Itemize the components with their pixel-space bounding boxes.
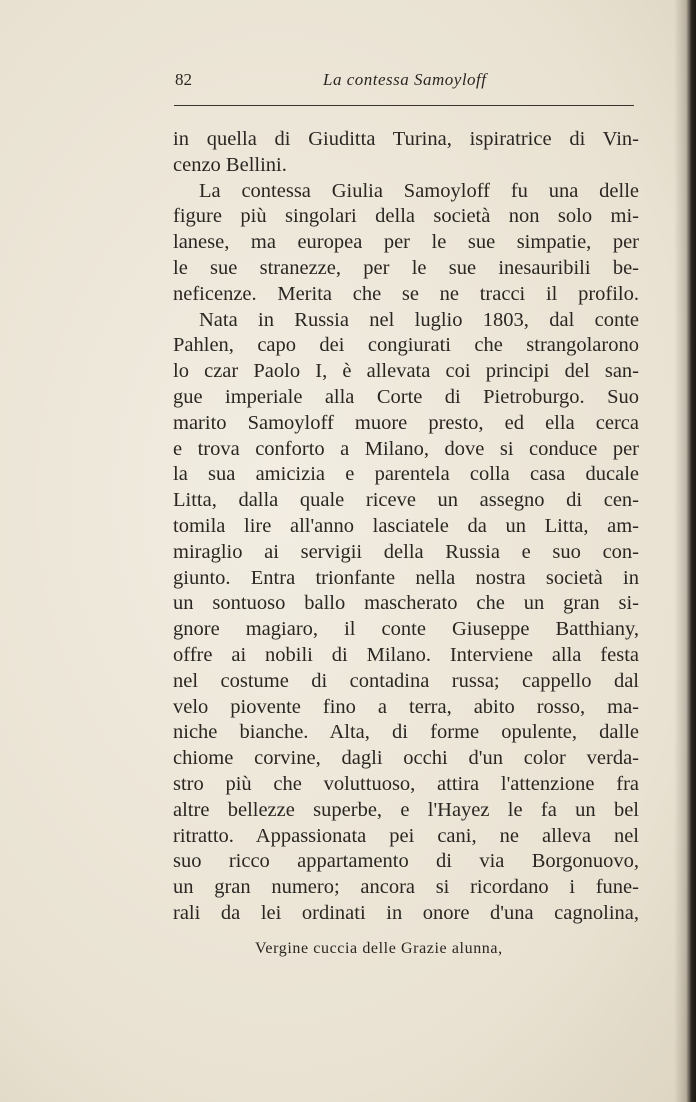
body-text	[173, 127, 639, 927]
text-line: rali da lei ordinati in onore d'una cagnolina,	[173, 901, 639, 924]
text-line: tomila lire all'anno lasciatele da un Litta, am-	[173, 514, 639, 537]
text-line: Litta, dalla quale riceve un assegno di cen-	[173, 489, 639, 512]
text-line: suo ricco appartamento di via Borgonuovo,	[173, 850, 639, 873]
text-line: e trova conforto a Milano, dove si conduce per	[173, 437, 639, 460]
text-line: altre bellezze superbe, e l'Hayez le fa un bel	[173, 798, 639, 821]
text-line: stro più che voluttuoso, attira l'attenzione fra	[173, 772, 639, 795]
text-line: Nata in Russia nel luglio 1803, dal conte	[199, 308, 639, 331]
text-line: in quella di Giuditta Turina, ispiratrice di Vin-	[173, 128, 639, 150]
text-line: marito Samoyloff muore presto, ed ella cerca	[173, 411, 639, 434]
text-line: gue imperiale alla Corte di Pietroburgo. Suo	[173, 385, 639, 408]
book-spine-shadow	[674, 0, 696, 1102]
text-line: gnore magiaro, il conte Giuseppe Batthiany,	[173, 618, 639, 641]
text-line: le sue stranezze, per le sue inesauribili be-	[173, 256, 639, 279]
page-number: 82	[175, 70, 192, 89]
text-line: offre ai nobili di Milano. Interviene alla festa	[173, 643, 639, 666]
text-line: la sua amicizia e parentela colla casa ducale	[173, 463, 639, 486]
text-line: miraglio ai servigii della Russia e suo con-	[173, 540, 639, 563]
text-line: figure più singolari della società non solo mi-	[173, 205, 639, 228]
text-line: neficenze. Merita che se ne tracci il profilo.	[173, 282, 639, 305]
text-line: nel costume di contadina russa; cappello dal	[173, 669, 639, 692]
header-rule	[174, 105, 634, 106]
text-line: un sontuoso ballo mascherato che un gran si-	[173, 592, 639, 615]
text-line: lanese, ma europea per le sue simpatie, per	[173, 231, 639, 254]
verse-quotation: Vergine cuccia delle Grazie alunna,	[255, 940, 503, 957]
text-line: lo czar Paolo I, è allevata coi principi del san-	[173, 360, 639, 383]
text-line: un gran numero; ancora si ricordano i fune-	[173, 876, 639, 899]
text-line: giunto. Entra trionfante nella nostra società in	[173, 566, 639, 589]
text-line: chiome corvine, dagli occhi d'un color verda-	[173, 747, 639, 770]
text-line: ritratto. Appassionata pei cani, ne alleva nel	[173, 824, 639, 847]
text-line: Pahlen, capo dei congiurati che strangolarono	[173, 334, 639, 357]
page-header	[173, 70, 633, 94]
running-title: La contessa Samoyloff	[323, 70, 487, 89]
text-line: cenzo Bellini.	[173, 153, 287, 176]
text-line: La contessa Giulia Samoyloff fu una delle	[199, 179, 639, 202]
text-line: niche bianche. Alta, di forme opulente, dalle	[173, 721, 639, 744]
text-line: velo piovente fino a terra, abito rosso, ma-	[173, 695, 639, 718]
